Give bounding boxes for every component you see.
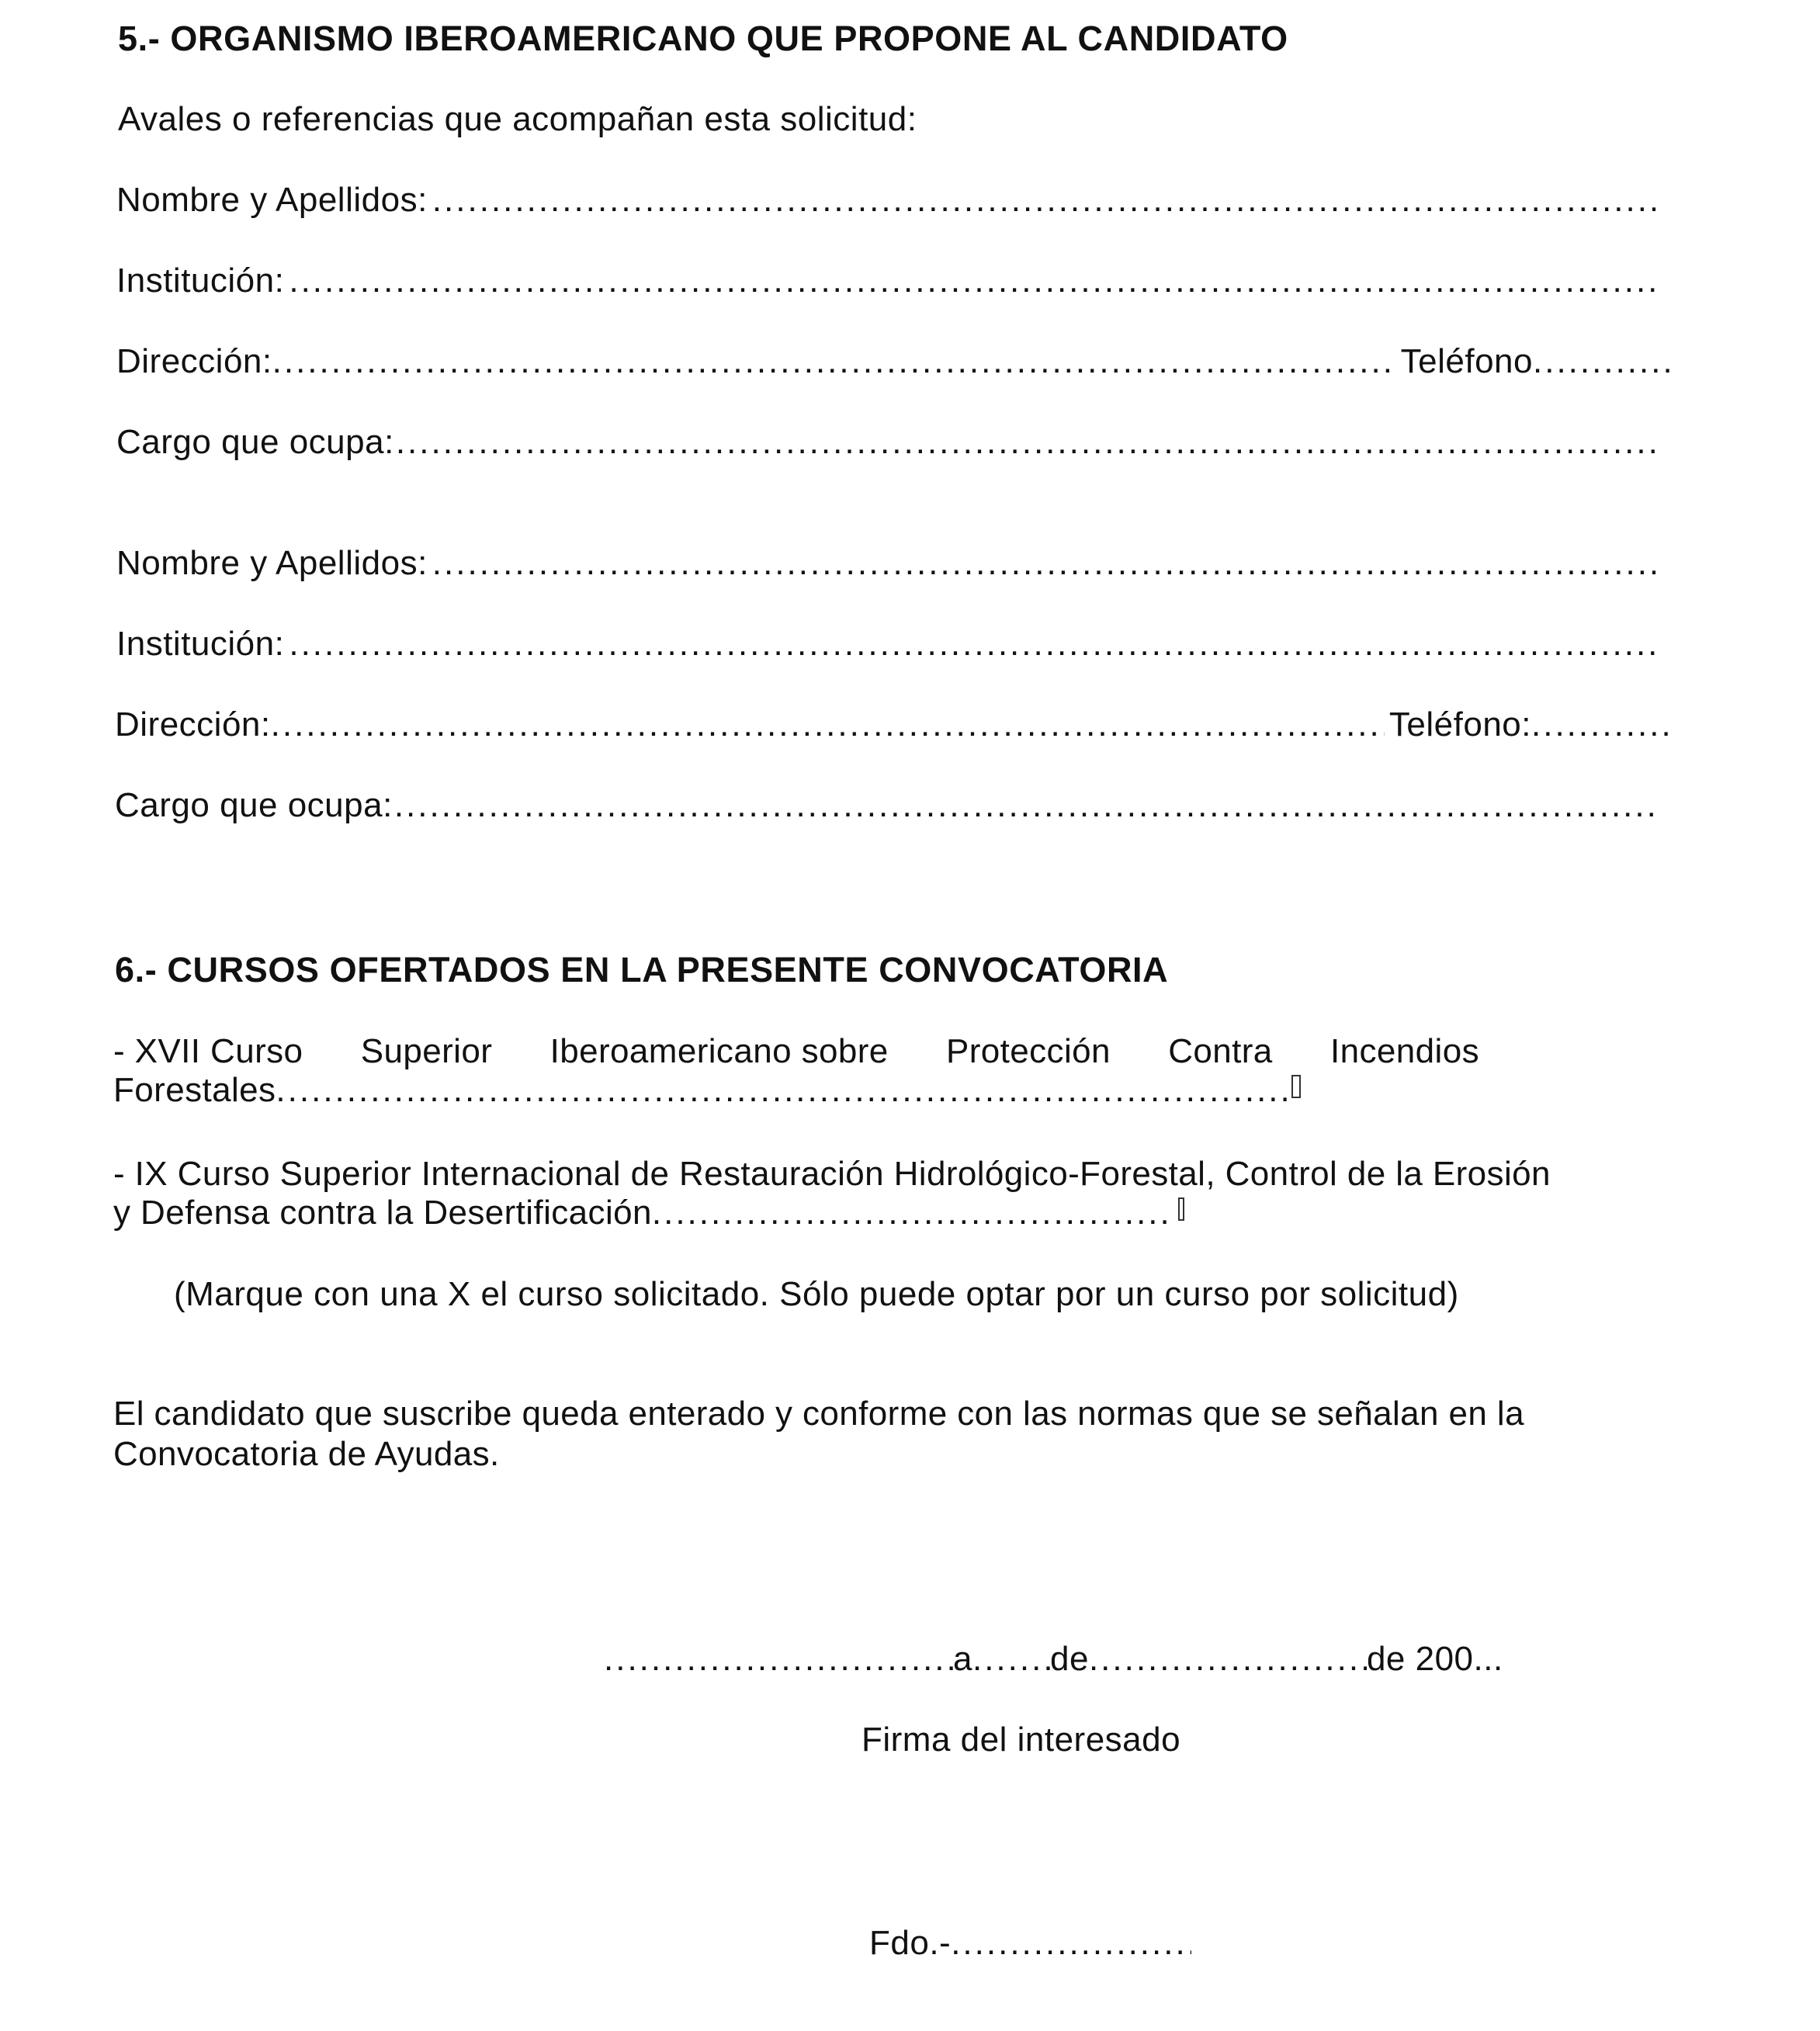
address-blank[interactable] xyxy=(271,705,1385,745)
course-2-checkbox[interactable] xyxy=(1178,1197,1184,1221)
institution-blank[interactable] xyxy=(289,261,1661,301)
course-2-title: - IX Curso Superior Internacional de Restauración Hidrológico-Forestal, Control de la Erosión xyxy=(113,1155,1551,1193)
place-a-label: a xyxy=(953,1640,972,1678)
course-1-checkbox[interactable] xyxy=(1291,1075,1301,1098)
phone-label: Teléfono xyxy=(1400,342,1533,380)
name-label: Nombre y Apellidos: xyxy=(116,181,428,219)
institution-label: Institución: xyxy=(116,262,285,300)
course-1-title-line xyxy=(113,1032,1479,1071)
course-1-word: - XVII Curso xyxy=(113,1032,303,1070)
declaration-line: Convocatoria de Ayudas. xyxy=(113,1435,500,1473)
month-blank[interactable] xyxy=(1089,1639,1367,1679)
course-2-title-line xyxy=(113,1155,1689,1194)
name-blank[interactable] xyxy=(432,543,1661,584)
course-2-second-line xyxy=(113,1194,1184,1232)
course-1-word: Contra xyxy=(1168,1032,1273,1070)
day-blank[interactable] xyxy=(972,1639,1050,1679)
declaration-paragraph xyxy=(113,1394,1728,1475)
institution-label: Institución: xyxy=(116,625,285,663)
course-1-word: Incendios xyxy=(1330,1032,1479,1070)
course-1-word: Superior xyxy=(360,1032,493,1070)
position-blank[interactable] xyxy=(396,422,1661,463)
position-blank[interactable] xyxy=(394,785,1659,826)
referee-1-institution-field[interactable] xyxy=(116,261,1661,301)
institution-blank[interactable] xyxy=(289,624,1661,664)
referee-2-position-field[interactable] xyxy=(115,785,1659,826)
name-label: Nombre y Apellidos: xyxy=(116,544,428,582)
referee-2-address-field[interactable] xyxy=(115,705,1671,745)
referees-intro: Avales o referencias que acompañan esta solicitud: xyxy=(118,100,917,138)
fdo-label: Fdo.- xyxy=(869,1924,952,1962)
fdo-blank[interactable] xyxy=(951,1923,1191,1963)
signature-label: Firma del interesado xyxy=(861,1721,1181,1759)
place-blank[interactable] xyxy=(604,1639,953,1679)
year-label: de 200... xyxy=(1366,1640,1503,1678)
address-label: Dirección: xyxy=(116,342,272,380)
course-1-word: Protección xyxy=(945,1032,1111,1070)
course-option-2[interactable] xyxy=(113,1155,1689,1232)
declaration-line: El candidato que suscribe queda enterado y conforme con las normas que se señalan en la xyxy=(113,1395,1524,1433)
section-5-heading: 5.- ORGANISMO IBEROAMERICANO QUE PROPONE AL CANDIDATO xyxy=(118,19,1288,58)
referee-1-name-field[interactable] xyxy=(116,180,1661,220)
course-1-leader-dots xyxy=(276,1071,1286,1110)
date-de-label: de xyxy=(1049,1640,1089,1678)
address-label: Dirección: xyxy=(115,705,271,743)
course-2-leader-dots xyxy=(652,1194,1173,1232)
referee-1-address-field[interactable] xyxy=(116,341,1673,382)
name-blank[interactable] xyxy=(432,180,1661,220)
place-date-line[interactable] xyxy=(604,1639,1503,1679)
section-6-heading: 6.- CURSOS OFERTADOS EN LA PRESENTE CONVOCATORIA xyxy=(115,950,1169,990)
course-selection-note: (Marque con una X el curso solicitado. Sólo puede optar por un curso por solicitud) xyxy=(174,1275,1459,1313)
course-1-word: Iberoamericano sobre xyxy=(549,1032,889,1070)
course-1-title-end: Forestales xyxy=(113,1071,276,1109)
referee-1-position-field[interactable] xyxy=(116,422,1661,463)
phone-label: Teléfono: xyxy=(1388,705,1531,743)
referee-2-institution-field[interactable] xyxy=(116,624,1661,664)
referee-2-name-field[interactable] xyxy=(116,543,1661,584)
course-1-second-line xyxy=(113,1071,1301,1110)
course-option-1[interactable] xyxy=(113,1032,1689,1110)
address-blank[interactable] xyxy=(272,341,1396,382)
phone-blank[interactable] xyxy=(1531,705,1671,745)
position-label: Cargo que ocupa: xyxy=(115,786,393,824)
course-2-title-end: y Defensa contra la Desertificación xyxy=(113,1194,652,1232)
phone-blank[interactable] xyxy=(1533,341,1673,382)
fdo-line[interactable] xyxy=(869,1923,1191,1963)
position-label: Cargo que ocupa: xyxy=(116,423,394,461)
